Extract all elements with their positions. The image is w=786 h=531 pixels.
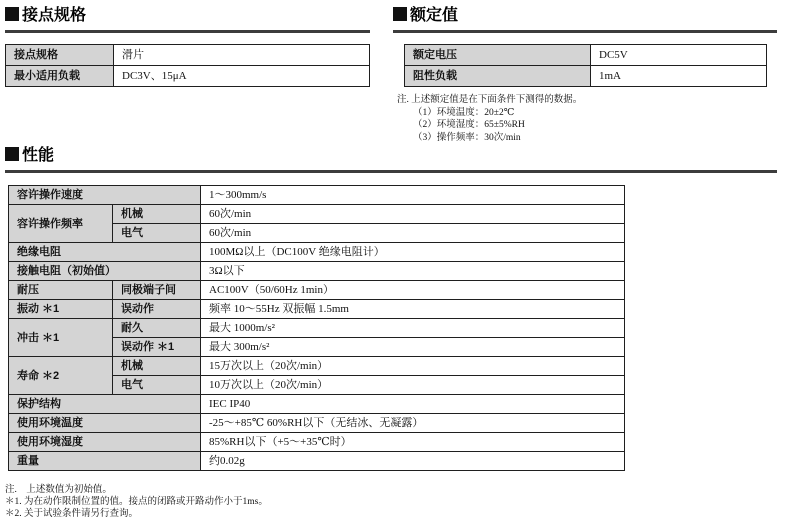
- contact-spec-title: [5, 6, 370, 33]
- perf-value: 1～300mm/s: [201, 186, 625, 205]
- perf-label: 使用环境温度: [9, 414, 201, 433]
- rated-values-table: [404, 44, 767, 87]
- perf-label: 耐压: [9, 281, 113, 300]
- perf-sublabel: 机械: [113, 205, 201, 224]
- perf-value: 15万次以上（20次/min）: [201, 357, 625, 376]
- rated-values-section: [393, 6, 777, 144]
- table-row: [9, 300, 625, 319]
- perf-label: 冲击 ＊1: [9, 319, 113, 357]
- contact-spec-title-text: 接点规格: [22, 7, 87, 24]
- rated-voltage-value: DC5V: [591, 45, 767, 66]
- perf-label: 容许操作频率: [9, 205, 113, 243]
- table-row: [9, 414, 625, 433]
- perf-sublabel: 误动作: [113, 300, 201, 319]
- perf-sublabel: 机械: [113, 357, 201, 376]
- perf-label: 振动 ＊1: [9, 300, 113, 319]
- resistive-load-value: 1mA: [591, 66, 767, 87]
- resistive-load-label: 阻性负载: [405, 66, 591, 87]
- table-row: [6, 45, 370, 66]
- perf-value: 85%RH以下（+5～+35℃时）: [201, 433, 625, 452]
- perf-value: 最大 300m/s²: [201, 338, 625, 357]
- perf-value: 频率 10～55Hz 双振幅 1.5mm: [201, 300, 625, 319]
- perf-value: IEC IP40: [201, 395, 625, 414]
- perf-value: 约0.02g: [201, 452, 625, 471]
- table-row: [9, 433, 625, 452]
- performance-section: [5, 146, 777, 471]
- contact-spec-row-label: 接点规格: [6, 45, 114, 66]
- table-row: [9, 319, 625, 338]
- perf-value: 60次/min: [201, 224, 625, 243]
- note-line: 注. 上述额定值是在下面条件下测得的数据。: [397, 95, 583, 105]
- black-square-icon: [5, 7, 19, 21]
- table-row: [6, 66, 370, 87]
- table-row: [9, 395, 625, 414]
- perf-label: 接触电阻（初始值）: [9, 262, 201, 281]
- perf-label: 寿命 ＊2: [9, 357, 113, 395]
- perf-value: 100MΩ以上（DC100V 绝缘电阻计）: [201, 243, 625, 262]
- perf-label: 容许操作速度: [9, 186, 201, 205]
- contact-spec-row-value: 滑片: [114, 45, 370, 66]
- footer-notes: [5, 484, 268, 520]
- perf-sublabel: 电气: [113, 376, 201, 395]
- rated-values-notes: [395, 94, 777, 144]
- note-line: （2）环境湿度：65±5%RH: [413, 120, 525, 130]
- rated-voltage-label: 额定电压: [405, 45, 591, 66]
- perf-sublabel: 耐久: [113, 319, 201, 338]
- note-line: （1）环境温度：20±2℃: [413, 107, 515, 118]
- perf-value: 3Ω以下: [201, 262, 625, 281]
- min-load-row-value: DC3V、15μA: [114, 66, 370, 87]
- note-line: 注. 上述数值为初始值。: [5, 485, 112, 495]
- performance-title: [5, 146, 777, 173]
- note-line: ＊2. 关于试验条件请另行查询。: [5, 509, 139, 519]
- note-line: （3）操作频率：30次/min: [413, 132, 521, 143]
- table-row: [9, 205, 625, 224]
- perf-value: 60次/min: [201, 205, 625, 224]
- perf-value: AC100V（50/60Hz 1min）: [201, 281, 625, 300]
- perf-label: 使用环境湿度: [9, 433, 201, 452]
- perf-sublabel: 误动作 ＊1: [113, 338, 201, 357]
- perf-value: -25～+85℃ 60%RH以下（无结冰、无凝露）: [201, 414, 625, 433]
- table-row: [405, 66, 767, 87]
- table-row: [405, 45, 767, 66]
- perf-sublabel: 同极端子间: [113, 281, 201, 300]
- rated-values-title: [393, 6, 777, 33]
- rated-values-title-text: 额定值: [410, 7, 459, 24]
- contact-spec-table: [5, 44, 370, 87]
- table-row: [9, 262, 625, 281]
- note-line: ＊1. 为在动作限制位置的值。接点的闭路或开路动作小于1ms。: [5, 497, 268, 507]
- perf-value: 10万次以上（20次/min）: [201, 376, 625, 395]
- min-load-row-label: 最小适用负载: [6, 66, 114, 87]
- perf-sublabel: 电气: [113, 224, 201, 243]
- table-row: [9, 281, 625, 300]
- table-row: [9, 357, 625, 376]
- perf-value: 最大 1000m/s²: [201, 319, 625, 338]
- performance-table: [8, 185, 625, 471]
- perf-label: 绝缘电阻: [9, 243, 201, 262]
- table-row: [9, 186, 625, 205]
- perf-label: 保护结构: [9, 395, 201, 414]
- table-row: [9, 452, 625, 471]
- contact-spec-section: [5, 6, 370, 87]
- table-row: [9, 243, 625, 262]
- black-square-icon: [5, 147, 19, 161]
- perf-label: 重量: [9, 452, 201, 471]
- black-square-icon: [393, 7, 407, 21]
- performance-title-text: 性能: [22, 147, 55, 164]
